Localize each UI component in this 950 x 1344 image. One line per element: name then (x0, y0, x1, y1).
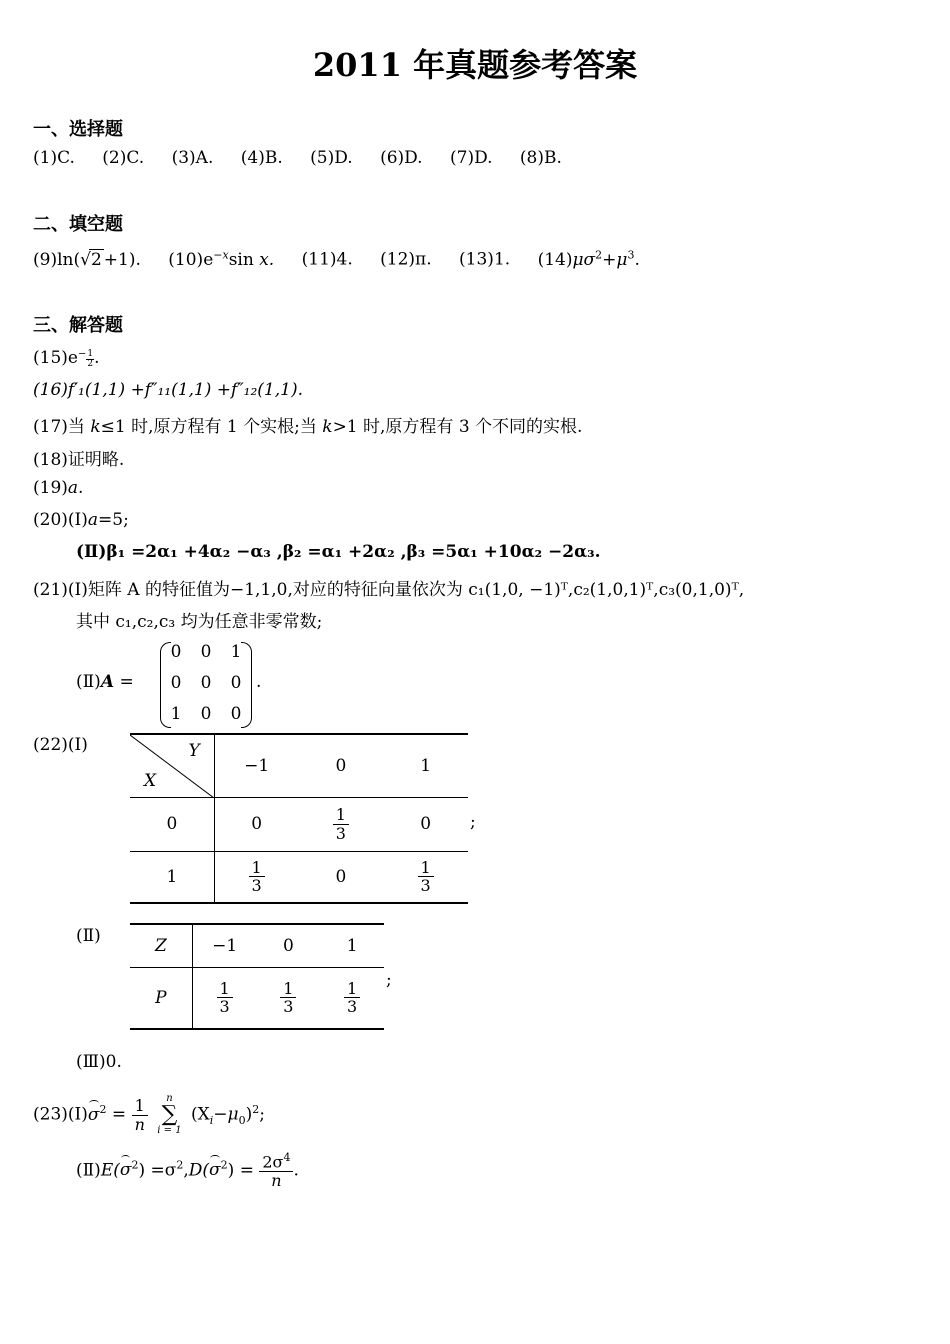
answer-9: (9)ln(√2 +1). (33, 249, 141, 270)
answer-20-part1: (20)(Ⅰ)a=5; (33, 510, 129, 530)
table-corner (130, 734, 214, 797)
matrix-cell: 0 (170, 673, 182, 693)
choice-answer: (1)C. (33, 148, 75, 168)
section-heading-fill: 二、填空题 (33, 214, 123, 235)
matrix-cell: 0 (170, 642, 182, 662)
row-header: 0 (130, 797, 214, 851)
matrix-a (160, 642, 252, 728)
page-title: 2011 年真题参考答案 (312, 46, 638, 84)
choice-answer: (5)D. (310, 148, 353, 168)
table-cell: 1 (320, 924, 384, 967)
table-cell: $\frac{1}{3}$ (320, 967, 384, 1029)
section-heading-choice: 一、选择题 (33, 119, 123, 140)
col-header: 0 (299, 734, 384, 797)
row-header: 1 (130, 851, 214, 903)
table-cell: $\frac{1}{3}$ (214, 851, 298, 903)
table-cell: 0 (335, 866, 347, 887)
section-heading-solve: 三、解答题 (33, 315, 123, 336)
answer-10: $(10)e^{-x}\sin$ x. (168, 248, 275, 270)
answer-12: (12)π. (380, 249, 432, 270)
fill-answers-row (33, 248, 640, 270)
row-header-p: P (130, 967, 192, 1029)
answer-19: (19)a. (33, 478, 84, 498)
answer-13: (13)1. (459, 249, 511, 270)
row-header-z: Z (130, 924, 192, 967)
choice-answer: (3)A. (171, 148, 214, 168)
answer-11: (11)4. (301, 249, 353, 270)
answer-20-part2: (Ⅱ)β₁ =2α₁ +4α₂ −α₃ ,β₂ =α₁ +2α₂ ,β₃ =5α₁ +10α₂ −2α₃. (76, 542, 601, 562)
answer-21-part1: (21)(Ⅰ)矩阵 A 的特征值为−1,1,0,对应的特征向量依次为 c₁(1,0, −1)ᵀ,c₂(1,0,1)ᵀ,c₃(0,1,0)ᵀ, (33, 580, 745, 600)
matrix-cell: 1 (230, 642, 242, 662)
answer-15: (15)e− $\frac{1}{2}$ . (33, 348, 100, 370)
diagonal-line (130, 735, 214, 798)
semicolon: ; (386, 970, 392, 990)
answer-18: (18)证明略. (33, 450, 125, 470)
answer-14: $(14)\mu\sigma^2+\mu^3$. (537, 248, 640, 270)
answer-22-part1-label: (22)(Ⅰ) (33, 735, 88, 755)
choice-answer: (8)B. (519, 148, 562, 168)
answer-17: (17)当 k≤1 时,原方程有 1 个实根;当 k>1 时,原方程有 3 个不同的实根. (33, 417, 583, 437)
matrix-cell: 0 (230, 673, 242, 693)
matrix-cell: 0 (230, 704, 242, 724)
matrix-cell: 0 (200, 673, 212, 693)
table-cell: $\frac{1}{3}$ (299, 797, 384, 851)
answer-23-part1: $(23)(Ⅰ)\sigma^2$ = $\frac{1}{n}$ n ∑ i = 1 $(X_i-\mu_0)^2$; (33, 1093, 265, 1136)
answer-22-part2-label: (Ⅱ) (76, 926, 101, 946)
table-cell: $\frac{1}{3}$ (192, 967, 256, 1029)
matrix-cell: 1 (170, 704, 182, 724)
semicolon: ; (470, 812, 476, 832)
table-cell: $\frac{1}{3}$ (257, 967, 321, 1029)
table-cell: $\frac{1}{3}$ (383, 851, 468, 903)
matrix-period: . (256, 672, 262, 692)
joint-distribution-table (130, 733, 468, 904)
choice-answer: (6)D. (380, 148, 423, 168)
table-cell: −1 (192, 924, 256, 967)
matrix-cell: 0 (200, 642, 212, 662)
matrix-cell: 0 (200, 704, 212, 724)
choice-answer: (2)C. (102, 148, 145, 168)
answer-22-part3: (Ⅲ)0. (76, 1052, 122, 1072)
choice-answer: (7)D. (450, 148, 493, 168)
choice-answers-row (33, 148, 562, 168)
answer-23-part2: $(Ⅱ)E(\sigma^2) =\sigma^2,D(\sigma^2)$ = $\frac{2\sigma^4}{n}$ . (76, 1151, 299, 1190)
z-distribution-table (130, 923, 384, 1030)
table-cell: 0 (257, 924, 321, 967)
col-header: −1 (214, 734, 298, 797)
col-header: 1 (383, 734, 468, 797)
answer-21-note: 其中 c₁,c₂,c₃ 均为任意非零常数; (76, 612, 323, 632)
answer-21-part2: (Ⅱ)A = (76, 672, 134, 692)
answer-16: (16)f′₁(1,1) +f″₁₁(1,1) +f″₁₂(1,1). (33, 380, 304, 400)
table-cell: 0 (383, 797, 468, 851)
header-y: Y (188, 741, 200, 761)
choice-answer: (4)B. (240, 148, 283, 168)
header-x: X (144, 770, 157, 791)
table-cell: 0 (214, 797, 298, 851)
